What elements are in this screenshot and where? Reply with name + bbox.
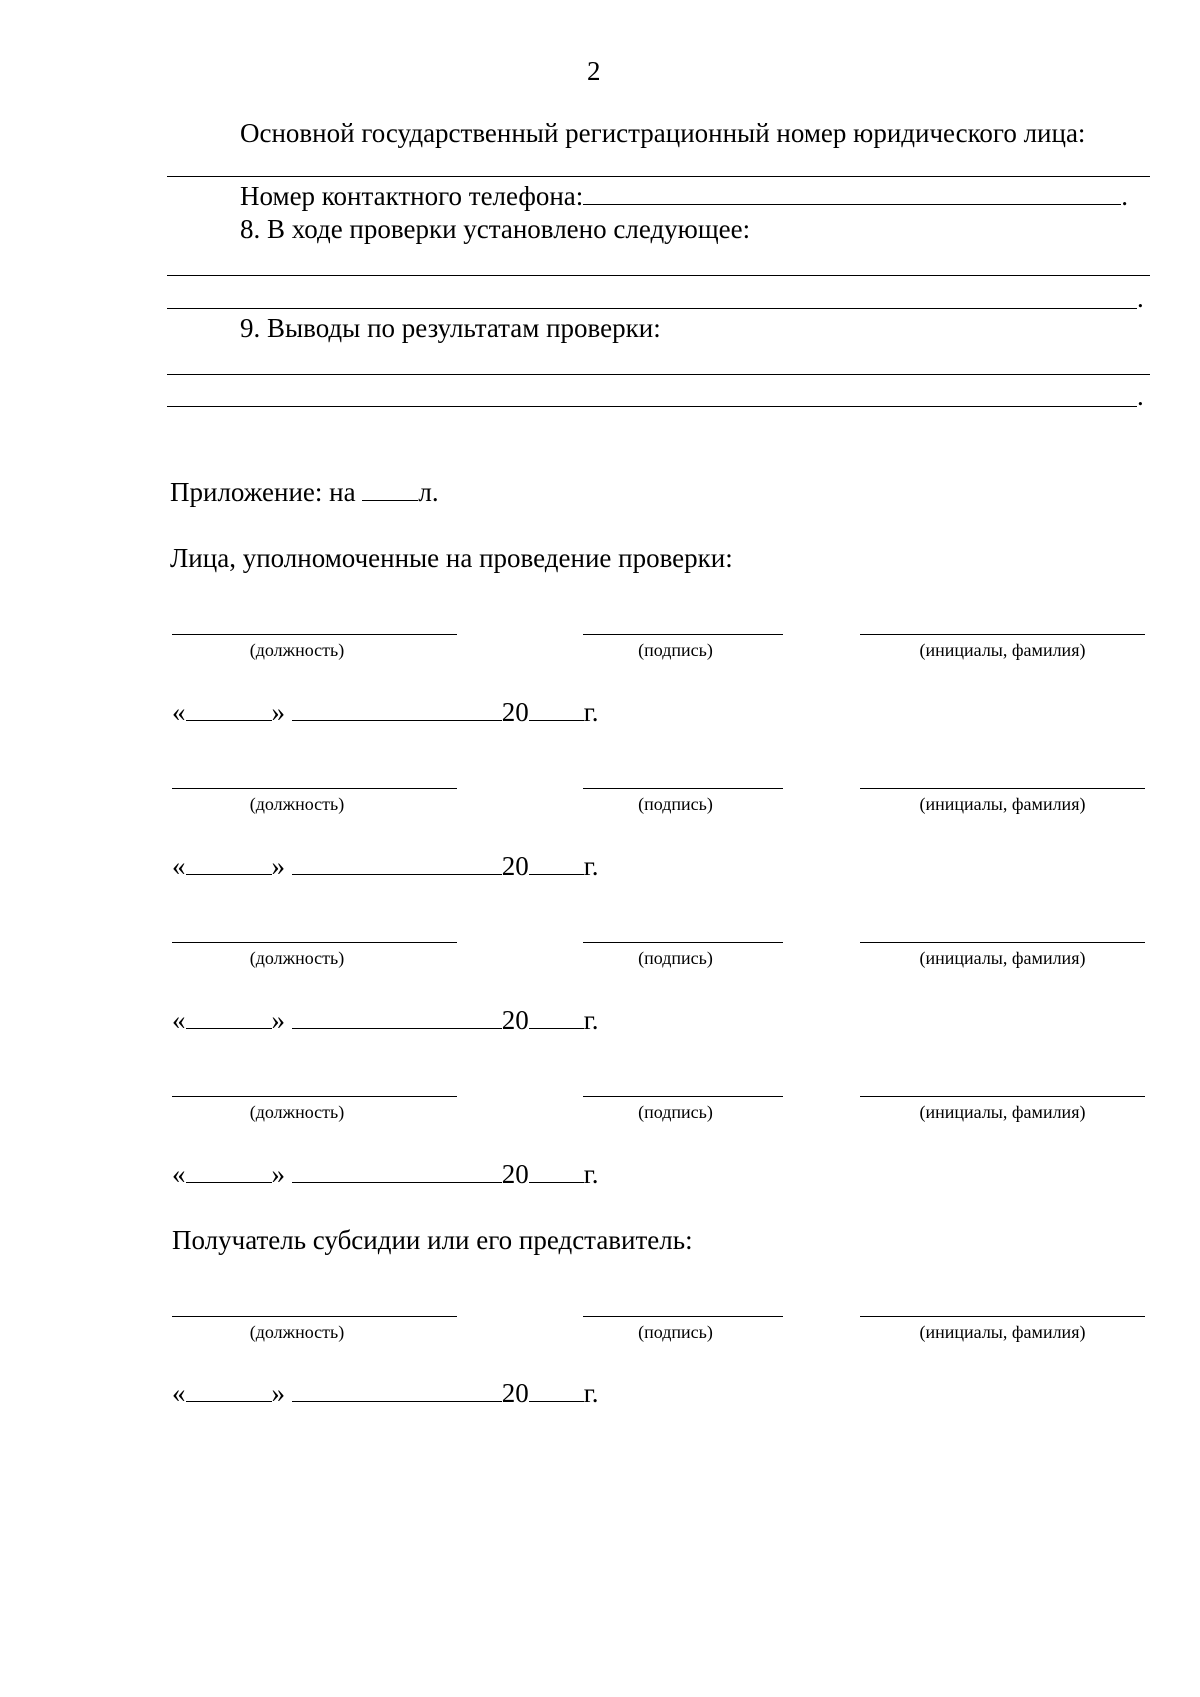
phone-fill-line[interactable] <box>583 182 1121 205</box>
date-line <box>172 1004 599 1035</box>
year-suffix: г. <box>583 1378 599 1408</box>
day-field[interactable] <box>186 850 272 875</box>
year-suffix: г. <box>583 1005 599 1035</box>
date-line <box>172 1377 599 1408</box>
attachment-suffix: л. <box>418 477 439 507</box>
day-field[interactable] <box>186 696 272 721</box>
signature-line[interactable] <box>583 942 783 943</box>
year-field[interactable] <box>529 1158 584 1183</box>
authorized-persons-label: Лица, уполномоченные на проведение проверки: <box>170 543 733 573</box>
position-line[interactable] <box>172 788 457 789</box>
name-line[interactable] <box>860 942 1145 943</box>
close-quote: » <box>271 1005 285 1035</box>
close-quote: » <box>271 851 285 881</box>
name-line[interactable] <box>860 634 1145 635</box>
close-quote: » <box>271 1159 285 1189</box>
year-prefix: 20 <box>501 1159 529 1189</box>
item9-fill-line-1[interactable] <box>167 374 1150 375</box>
position-caption: (должность) <box>249 640 345 660</box>
month-field[interactable] <box>292 696 502 721</box>
signature-line[interactable] <box>583 1316 783 1317</box>
position-line[interactable] <box>172 942 457 943</box>
page-number: 2 <box>587 56 601 86</box>
open-quote: « <box>172 851 186 881</box>
month-field[interactable] <box>292 1377 502 1402</box>
item9-end: . <box>1137 381 1144 411</box>
item8-fill-line-1[interactable] <box>167 275 1150 276</box>
day-field[interactable] <box>186 1377 272 1402</box>
year-prefix: 20 <box>501 1378 529 1408</box>
year-field[interactable] <box>529 1004 584 1029</box>
item9-label: 9. Выводы по результатам проверки: <box>240 313 661 343</box>
year-suffix: г. <box>583 1159 599 1189</box>
month-field[interactable] <box>292 850 502 875</box>
signature-caption: (подпись) <box>638 640 713 660</box>
signature-caption: (подпись) <box>638 794 713 814</box>
date-line <box>172 696 599 727</box>
item8-label: 8. В ходе проверки установлено следующее: <box>240 214 751 244</box>
name-caption: (инициалы, фамилия) <box>919 1322 1086 1342</box>
signature-caption: (подпись) <box>638 948 713 968</box>
year-field[interactable] <box>529 850 584 875</box>
signature-line[interactable] <box>583 634 783 635</box>
date-line <box>172 1158 599 1189</box>
position-line[interactable] <box>172 1316 457 1317</box>
name-line[interactable] <box>860 1096 1145 1097</box>
signature-line[interactable] <box>583 788 783 789</box>
attachment-sheets-field[interactable] <box>362 478 418 501</box>
attachment-row <box>170 477 439 507</box>
signature-caption: (подпись) <box>638 1322 713 1342</box>
close-quote: » <box>271 697 285 727</box>
position-line[interactable] <box>172 1096 457 1097</box>
ogrn-label: Основной государственный регистрационный номер юридического лица: <box>240 118 1086 148</box>
name-line[interactable] <box>860 788 1145 789</box>
year-prefix: 20 <box>501 1005 529 1035</box>
open-quote: « <box>172 1005 186 1035</box>
name-caption: (инициалы, фамилия) <box>919 640 1086 660</box>
day-field[interactable] <box>186 1004 272 1029</box>
position-caption: (должность) <box>249 794 345 814</box>
year-suffix: г. <box>583 851 599 881</box>
year-prefix: 20 <box>501 851 529 881</box>
year-prefix: 20 <box>501 697 529 727</box>
phone-end: . <box>1121 181 1129 211</box>
item9-fill-line-2[interactable] <box>167 406 1137 407</box>
position-caption: (должность) <box>249 948 345 968</box>
month-field[interactable] <box>292 1158 502 1183</box>
position-caption: (должность) <box>249 1322 345 1342</box>
signature-caption: (подпись) <box>638 1102 713 1122</box>
name-caption: (инициалы, фамилия) <box>919 1102 1086 1122</box>
attachment-prefix: Приложение: на <box>170 477 363 507</box>
phone-label: Номер контактного телефона: <box>240 181 584 211</box>
month-field[interactable] <box>292 1004 502 1029</box>
position-line[interactable] <box>172 634 457 635</box>
phone-row <box>240 181 1128 211</box>
year-suffix: г. <box>583 697 599 727</box>
open-quote: « <box>172 1378 186 1408</box>
name-line[interactable] <box>860 1316 1145 1317</box>
name-caption: (инициалы, фамилия) <box>919 948 1086 968</box>
item8-end: . <box>1137 283 1144 313</box>
open-quote: « <box>172 697 186 727</box>
name-caption: (инициалы, фамилия) <box>919 794 1086 814</box>
date-line <box>172 850 599 881</box>
recipient-label: Получатель субсидии или его представитель: <box>172 1225 693 1255</box>
ogrn-fill-line[interactable] <box>167 176 1150 177</box>
position-caption: (должность) <box>249 1102 345 1122</box>
year-field[interactable] <box>529 1377 584 1402</box>
close-quote: » <box>271 1378 285 1408</box>
item8-fill-line-2[interactable] <box>167 308 1137 309</box>
signature-line[interactable] <box>583 1096 783 1097</box>
day-field[interactable] <box>186 1158 272 1183</box>
year-field[interactable] <box>529 696 584 721</box>
open-quote: « <box>172 1159 186 1189</box>
